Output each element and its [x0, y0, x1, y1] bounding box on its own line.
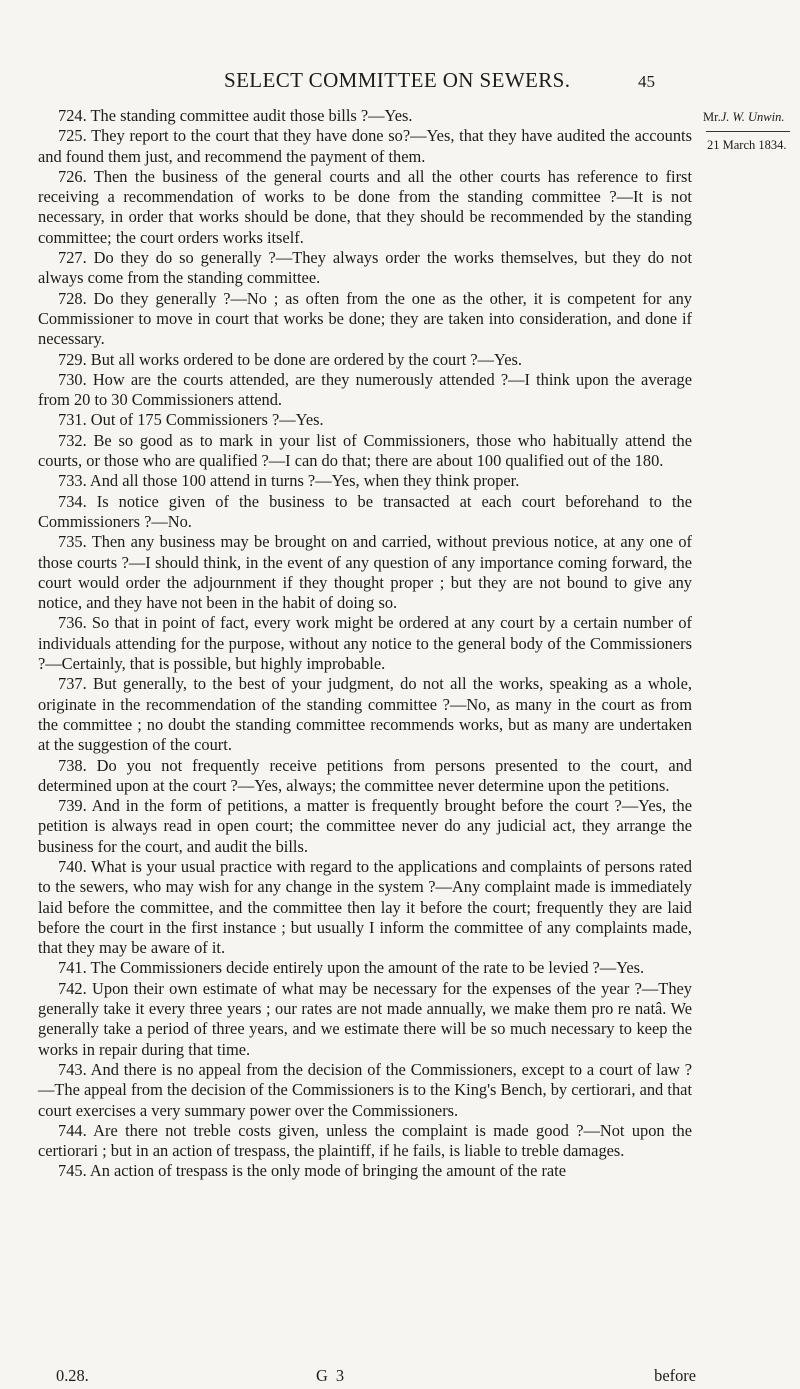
question-paragraph: 725. They report to the court that they have done so?—Yes, that they have audited the accounts and found them just, and recommend the payment of them.	[38, 126, 692, 166]
folio-mark: G 3	[316, 1366, 347, 1385]
witness-name: Mr.J. W. Unwin.	[703, 110, 785, 124]
margin-rule	[706, 131, 790, 132]
question-paragraph: 741. The Commissioners decide entirely upon the amount of the rate to be levied ?—Yes.	[58, 958, 645, 978]
page-footer	[56, 1366, 696, 1386]
running-header	[0, 68, 800, 98]
catchword: before	[654, 1366, 696, 1385]
question-paragraph: 729. But all works ordered to be done are ordered by the court ?—Yes.	[58, 349, 522, 369]
question-paragraph: 726. Then the business of the general courts and all the other courts has reference to first receiving a recommendation of works to be done from the standing committee ?—It is not necessary, in order that works should be done, that they should be recommended by the standing committee; the court orders works itself.	[38, 166, 692, 247]
signature-mark: 0.28.	[56, 1366, 89, 1385]
question-paragraph: 734. Is notice given of the business to be transacted at each court beforehand to the Commissioners ?—No.	[38, 491, 692, 531]
question-paragraph: 735. Then any business may be brought on and carried, without previous notice, at any one of those courts ?—I should think, in the event of any question of any importance coming forward, the court would order the adjournment if they thought proper ; but they are not bound to give any notice, and they have not been in the habit of doing so.	[38, 532, 692, 613]
question-paragraph: 744. Are there not treble costs given, unless the complaint is made good ?—Not upon the certiorari ; but in an action of trespass, the plaintiff, if he fails, is liable to treble damages.	[38, 1120, 692, 1161]
question-paragraph: 742. Upon their own estimate of what may be necessary for the expenses of the year ?—They generally take it every three years ; our rates are not made annually, we make them pro re natâ. We generally take a period of three years, and we estimate there will be so much necessary to keep the works in repair during that time.	[38, 978, 692, 1059]
question-paragraph: 745. An action of trespass is the only mode of bringing the amount of the rate	[58, 1161, 567, 1181]
question-paragraph: 736. So that in point of fact, every work might be ordered at any court by a certain number of individuals attending for the purpose, without any notice to the general body of the Commissioners ?—Certainly, that is possible, but highly improbable.	[38, 613, 692, 674]
question-paragraph: 731. Out of 175 Commissioners ?—Yes.	[58, 410, 324, 430]
testimony-text	[38, 106, 692, 1182]
question-paragraph: 733. And all those 100 attend in turns ?—Yes, when they think proper.	[58, 471, 520, 491]
question-paragraph: 743. And there is no appeal from the decision of the Commissioners, except to a court of law ?—The appeal from the decision of the Commissioners is to the King's Bench, by certiorari, and that court exercises a very summary power over the Commissioners.	[38, 1059, 692, 1120]
page-number: 45	[638, 72, 655, 91]
question-paragraph: 728. Do they generally ?—No ; as often from the one as the other, it is competent for any Commissioner to move in court that works be done; they are taken into consideration, and done if necessary.	[38, 288, 692, 349]
page-title: SELECT COMMITTEE ON SEWERS.	[224, 68, 571, 92]
margin-note	[703, 109, 800, 153]
question-paragraph: 732. Be so good as to mark in your list of Commissioners, those who habitually attend the courts, or those who are qualified ?—I can do that; there are about 100 qualified out of the 180.	[38, 430, 692, 471]
question-paragraph: 740. What is your usual practice with regard to the applications and complaints of persons rated to the sewers, who may wish for any change in the system ?—Any complaint made is immediately laid before the committee, and the committee then lay it before the court; frequently they are laid before the court in the first instance ; but usually I inform the committee of any complaints made, that they may be aware of it.	[38, 856, 692, 958]
question-paragraph: 737. But generally, to the best of your judgment, do not all the works, speaking as a whole, originate in the recommendation of the standing committee ?—No, as many in the court as from the committee ; no doubt the standing committee recommends works, but as many are undertaken at the suggestion of the court.	[38, 674, 692, 755]
question-paragraph: 738. Do you not frequently receive petitions from persons presented to the court, and determined upon at the court ?—Yes, always; the committee never determine upon the petitions.	[38, 755, 692, 795]
testimony-date: 21 March 1834.	[707, 138, 787, 152]
question-paragraph: 730. How are the courts attended, are they numerously attended ?—I think upon the average from 20 to 30 Commissioners attend.	[38, 369, 692, 410]
question-paragraph: 724. The standing committee audit those bills ?—Yes.	[58, 106, 413, 125]
question-paragraph: 727. Do they do so generally ?—They always order the works themselves, but they do not always come from the standing committee.	[38, 248, 692, 288]
question-paragraph: 739. And in the form of petitions, a matter is frequently brought before the court ?—Yes, the petition is always read in open court; the committee never do any judicial act, they arrange the business for the court, and audit the bills.	[38, 796, 692, 856]
